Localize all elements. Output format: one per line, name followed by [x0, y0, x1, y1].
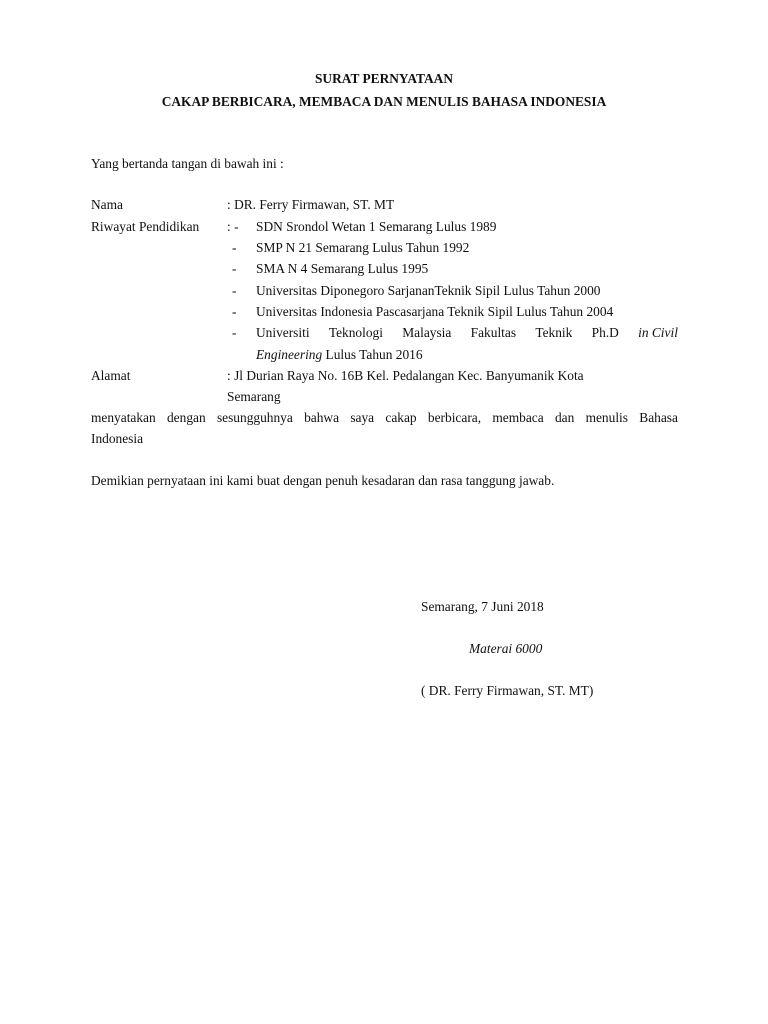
education-item-1: SDN Srondol Wetan 1 Semarang Lulus 1989 — [256, 219, 497, 234]
signatory-name: ( DR. Ferry Firmawan, ST. MT) — [421, 683, 594, 698]
document-subtitle: CAKAP BERBICARA, MEMBACA DAN MENULIS BAHASA INDONESIA — [161, 94, 607, 109]
education-dash-6: - — [232, 325, 237, 340]
materai-label: Materai 6000 — [469, 641, 543, 656]
nama-value: : DR. Ferry Firmawan, ST. MT — [227, 197, 395, 212]
intro-text: Yang bertanda tangan di bawah ini : — [91, 156, 284, 171]
riwayat-prefix: : - — [227, 219, 239, 234]
statement-word: bahwa — [304, 410, 340, 425]
edu6-line2-italic: Engineering — [256, 347, 323, 362]
education-dash-4: - — [232, 283, 237, 298]
statement-line-2: Indonesia — [91, 431, 144, 446]
statement-line-1 — [91, 409, 678, 427]
statement-word: dan — [554, 410, 575, 425]
education-item-3: SMA N 4 Semarang Lulus 1995 — [256, 261, 429, 276]
statement-word: sesungguhnya — [216, 410, 293, 425]
edu6-word: Universiti — [256, 325, 310, 340]
statement-word: dengan — [166, 410, 206, 425]
edu6-word: Ph.D — [591, 325, 619, 340]
education-item-2: SMP N 21 Semarang Lulus Tahun 1992 — [256, 240, 470, 255]
statement-word: saya — [350, 410, 375, 425]
statement-word: cakap — [385, 410, 417, 425]
statement-word: Bahasa — [639, 410, 678, 425]
statement-word: menulis — [585, 410, 628, 425]
riwayat-label: Riwayat Pendidikan — [91, 219, 200, 234]
edu6-word: Teknologi — [328, 325, 383, 340]
education-dash-3: - — [232, 261, 237, 276]
edu6-word: Malaysia — [402, 325, 452, 340]
closing-text: Demikian pernyataan ini kami buat dengan penuh kesadaran dan rasa tanggung jawab. — [91, 473, 555, 488]
education-item-6-cont — [256, 346, 423, 364]
statement-word: berbicara, — [427, 410, 482, 425]
education-item-6 — [256, 324, 678, 342]
alamat-label: Alamat — [91, 368, 131, 383]
edu6-word: Teknik — [535, 325, 573, 340]
nama-label: Nama — [91, 197, 123, 212]
edu6-line2-rest: Lulus Tahun 2016 — [322, 347, 423, 362]
statement-word: menyatakan — [91, 410, 156, 425]
education-item-4: Universitas Diponegoro SarjananTeknik Sipil Lulus Tahun 2000 — [256, 283, 601, 298]
education-dash-2: - — [232, 240, 237, 255]
statement-word: membaca — [492, 410, 544, 425]
alamat-value-cont: Semarang — [227, 389, 281, 404]
document-title: SURAT PERNYATAAN — [314, 71, 454, 86]
education-dash-5: - — [232, 304, 237, 319]
edu6-italic: in Civil — [638, 325, 678, 340]
place-date: Semarang, 7 Juni 2018 — [421, 599, 544, 614]
education-item-5: Universitas Indonesia Pascasarjana Teknik Sipil Lulus Tahun 2004 — [256, 304, 614, 319]
alamat-value: : Jl Durian Raya No. 16B Kel. Pedalangan Kec. Banyumanik Kota — [227, 368, 584, 383]
edu6-word: Fakultas — [470, 325, 517, 340]
